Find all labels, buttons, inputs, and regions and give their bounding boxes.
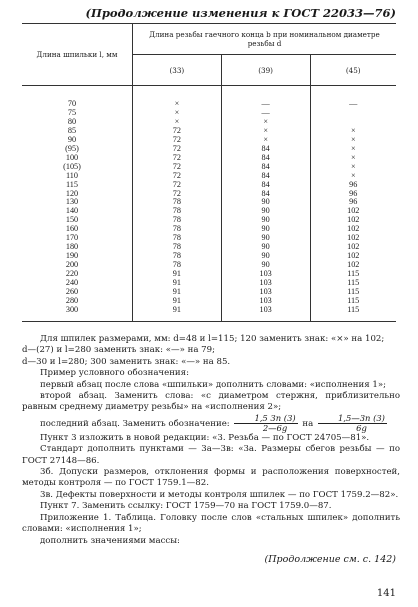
table-row (22, 234, 396, 243)
thread-length-cell: 103 (221, 306, 310, 315)
thread-length-cell: — (310, 100, 396, 109)
paragraph: первый абзац после слова «шпильки» дополнить словами: «исполнения 1»; (40, 379, 386, 390)
table-row (22, 207, 396, 216)
paragraph: d—30 и l=280; 300 заменить знак: «—» на 85. (22, 356, 231, 367)
table-row (22, 288, 396, 297)
thread-length-cell: 78 (133, 225, 222, 234)
thread-length-cell: 102 (310, 216, 396, 225)
table-row (22, 279, 396, 288)
thread-length-cell: 90 (221, 207, 310, 216)
fraction-connector: на (302, 418, 314, 429)
paragraph: Пункт 7. Заменить ссылку: ГОСТ 1759—70 на ГОСТ 1759.0—87. (40, 501, 332, 512)
thread-length-cell: 102 (310, 252, 396, 261)
length-cell: 220 (22, 270, 133, 279)
thread-length-cell: 103 (221, 279, 310, 288)
thread-length-cell: 72 (133, 127, 222, 136)
table-row (22, 109, 396, 118)
table-row (22, 252, 396, 261)
thread-length-cell: 96 (310, 198, 396, 207)
amendment-text (22, 334, 400, 547)
table-row (22, 225, 396, 234)
col-header-39: (39) (221, 55, 310, 86)
length-cell: 240 (22, 279, 133, 288)
length-cell: 110 (22, 172, 133, 181)
table-row (22, 216, 396, 225)
length-cell: 130 (22, 198, 133, 207)
length-cell: 140 (22, 207, 133, 216)
thread-length-cell: 96 (310, 181, 396, 190)
length-cell: 115 (22, 181, 133, 190)
thread-length-cell: × (310, 172, 396, 181)
thread-length-cell: 78 (133, 234, 222, 243)
thread-length-cell: 90 (221, 216, 310, 225)
thread-length-cell: 91 (133, 297, 222, 306)
thread-length-cell: 90 (221, 234, 310, 243)
length-cell: 150 (22, 216, 133, 225)
thread-length-cell: 72 (133, 190, 222, 199)
table-row (22, 118, 396, 127)
old-designation-fraction (234, 414, 297, 433)
table-row (22, 198, 396, 207)
length-cell: 300 (22, 306, 133, 315)
table-row (22, 172, 396, 181)
thread-length-cell: 102 (310, 225, 396, 234)
thread-length-cell: 72 (133, 163, 222, 172)
thread-length-super-header: Длина резьбы гаечного конца b при номинальном диаметре резьбы d (133, 24, 397, 55)
table-row (22, 297, 396, 306)
thread-length-cell: × (310, 127, 396, 136)
length-cell: 70 (22, 100, 133, 109)
thread-length-cell: 72 (133, 145, 222, 154)
paragraph: 3б. Допуски размеров, отклонения формы и расположения поверхностей, методы контроля — по ГОСТ 1759.1—82. (22, 467, 400, 489)
thread-length-cell: 103 (221, 288, 310, 297)
table-row (22, 127, 396, 136)
thread-length-cell: 115 (310, 297, 396, 306)
thread-length-cell: 72 (133, 154, 222, 163)
paragraph: Приложение 1. Таблица. Головку после слов «стальных шпилек» дополнить словами: «исполнения 1»; (22, 512, 400, 535)
page-number: 141 (376, 588, 396, 599)
paragraph: Пункт 3 изложить в новой редакции: «3. Резьба — по ГОСТ 24705—81». (40, 432, 370, 443)
paragraph: Стандарт дополнить пунктами — 3а—3в: «3а. Размеры сбегов резьбы — по ГОСТ 27148—86. (22, 444, 400, 466)
thread-length-cell: 115 (310, 279, 396, 288)
paragraph: Для шпилек размерами, мм: d=48 и l=115; 120 заменить знак: «×» на 102; (40, 334, 385, 344)
page-header: (Продолжение изменения к ГОСТ 22033—76) (85, 6, 396, 20)
thread-length-cell: × (221, 118, 310, 127)
thread-length-cell: 84 (221, 163, 310, 172)
thread-length-cell: 96 (310, 190, 396, 199)
data-table (22, 23, 396, 322)
thread-length-cell: 102 (310, 261, 396, 270)
thread-length-cell: — (221, 109, 310, 118)
thread-length-cell: 72 (133, 136, 222, 145)
length-cell: 75 (22, 109, 133, 118)
length-cell: 160 (22, 225, 133, 234)
length-cell: (105) (22, 163, 133, 172)
thread-length-cell: 91 (133, 288, 222, 297)
col-header-33: (33) (133, 55, 222, 86)
thread-length-cell: 90 (221, 252, 310, 261)
thread-length-cell: 115 (310, 306, 396, 315)
table-row (22, 163, 396, 172)
thread-length-cell: 78 (133, 261, 222, 270)
thread-length-cell: 84 (221, 190, 310, 199)
table-row (22, 306, 396, 315)
thread-length-cell: × (221, 127, 310, 136)
length-cell: 120 (22, 190, 133, 199)
length-cell: 260 (22, 288, 133, 297)
paragraph: d—(27) и l=280 заменить знак: «—» на 79; (22, 345, 216, 356)
table-row (22, 243, 396, 252)
paragraph: дополнить значениями массы: (40, 535, 180, 546)
thread-length-cell: × (310, 136, 396, 145)
thread-length-cell: — (221, 100, 310, 109)
length-cell: 190 (22, 252, 133, 261)
thread-length-cell: × (310, 145, 396, 154)
length-column-header: Длина шпильки l, мм (22, 24, 133, 86)
length-cell: 80 (22, 118, 133, 127)
thread-length-cell: 84 (221, 172, 310, 181)
length-cell: 90 (22, 136, 133, 145)
length-cell: 200 (22, 261, 133, 270)
thread-length-cell: 90 (221, 261, 310, 270)
thread-length-cell: × (310, 154, 396, 163)
fraction-denominator: 2—6g (262, 422, 288, 433)
paragraph: второй абзац. Заменить слова: «с диаметром стержня, приблизительно равным среднему диаметру резьбы» на «исполнения 2»; (22, 391, 400, 413)
thread-length-cell: 102 (310, 243, 396, 252)
thread-length-cell: 91 (133, 306, 222, 315)
thread-length-cell: 78 (133, 252, 222, 261)
thread-length-cell: 90 (221, 225, 310, 234)
length-cell: (95) (22, 145, 133, 154)
table-row (22, 145, 396, 154)
length-cell: 280 (22, 297, 133, 306)
new-designation-fraction (318, 414, 387, 433)
thread-length-cell: × (133, 109, 222, 118)
thread-length-cell: 78 (133, 198, 222, 207)
length-cell: 100 (22, 154, 133, 163)
table-row (22, 270, 396, 279)
thread-length-cell: × (310, 163, 396, 172)
fraction-intro: последний абзац. Заменить обозначение: (40, 418, 230, 429)
fraction-numerator: 1,5 3n (3) (234, 414, 297, 424)
fraction-denominator: 6g (356, 422, 367, 433)
thread-length-cell: × (221, 136, 310, 145)
thread-length-cell: 84 (221, 154, 310, 163)
table-row (22, 261, 396, 270)
thread-length-cell: 84 (221, 181, 310, 190)
thread-length-cell: 91 (133, 279, 222, 288)
length-cell: 180 (22, 243, 133, 252)
thread-length-cell: 72 (133, 172, 222, 181)
thread-length-cell: 103 (221, 297, 310, 306)
thread-length-cell: 91 (133, 270, 222, 279)
thread-length-cell: 78 (133, 216, 222, 225)
col-header-45: (45) (310, 55, 396, 86)
table-row (22, 100, 396, 109)
length-cell: 85 (22, 127, 133, 136)
thread-length-cell: 103 (221, 270, 310, 279)
thread-length-cell: 78 (133, 207, 222, 216)
thread-length-cell: 78 (133, 243, 222, 252)
thread-length-cell (310, 109, 396, 118)
thread-length-cell: × (133, 118, 222, 127)
table-row (22, 190, 396, 199)
paragraph: Пример условного обозначения: (40, 368, 189, 379)
thread-length-cell: 90 (221, 243, 310, 252)
thread-length-cell: 115 (310, 288, 396, 297)
table-row (22, 181, 396, 190)
fraction-numerator: 1,5—3n (3) (318, 414, 387, 424)
thread-length-cell: × (133, 100, 222, 109)
paragraph: 3в. Дефекты поверхности и методы контроля шпилек — по ГОСТ 1759.2—82». (40, 489, 399, 500)
thread-length-cell: 84 (221, 145, 310, 154)
thread-length-cell: 102 (310, 207, 396, 216)
thread-length-cell: 102 (310, 234, 396, 243)
length-cell: 170 (22, 234, 133, 243)
continuation-note: (Продолжение см. с. 142) (264, 554, 396, 565)
thread-length-cell: 90 (221, 198, 310, 207)
thread-length-cell: 72 (133, 181, 222, 190)
thread-length-cell: 115 (310, 270, 396, 279)
paragraph-with-fractions (22, 414, 400, 433)
